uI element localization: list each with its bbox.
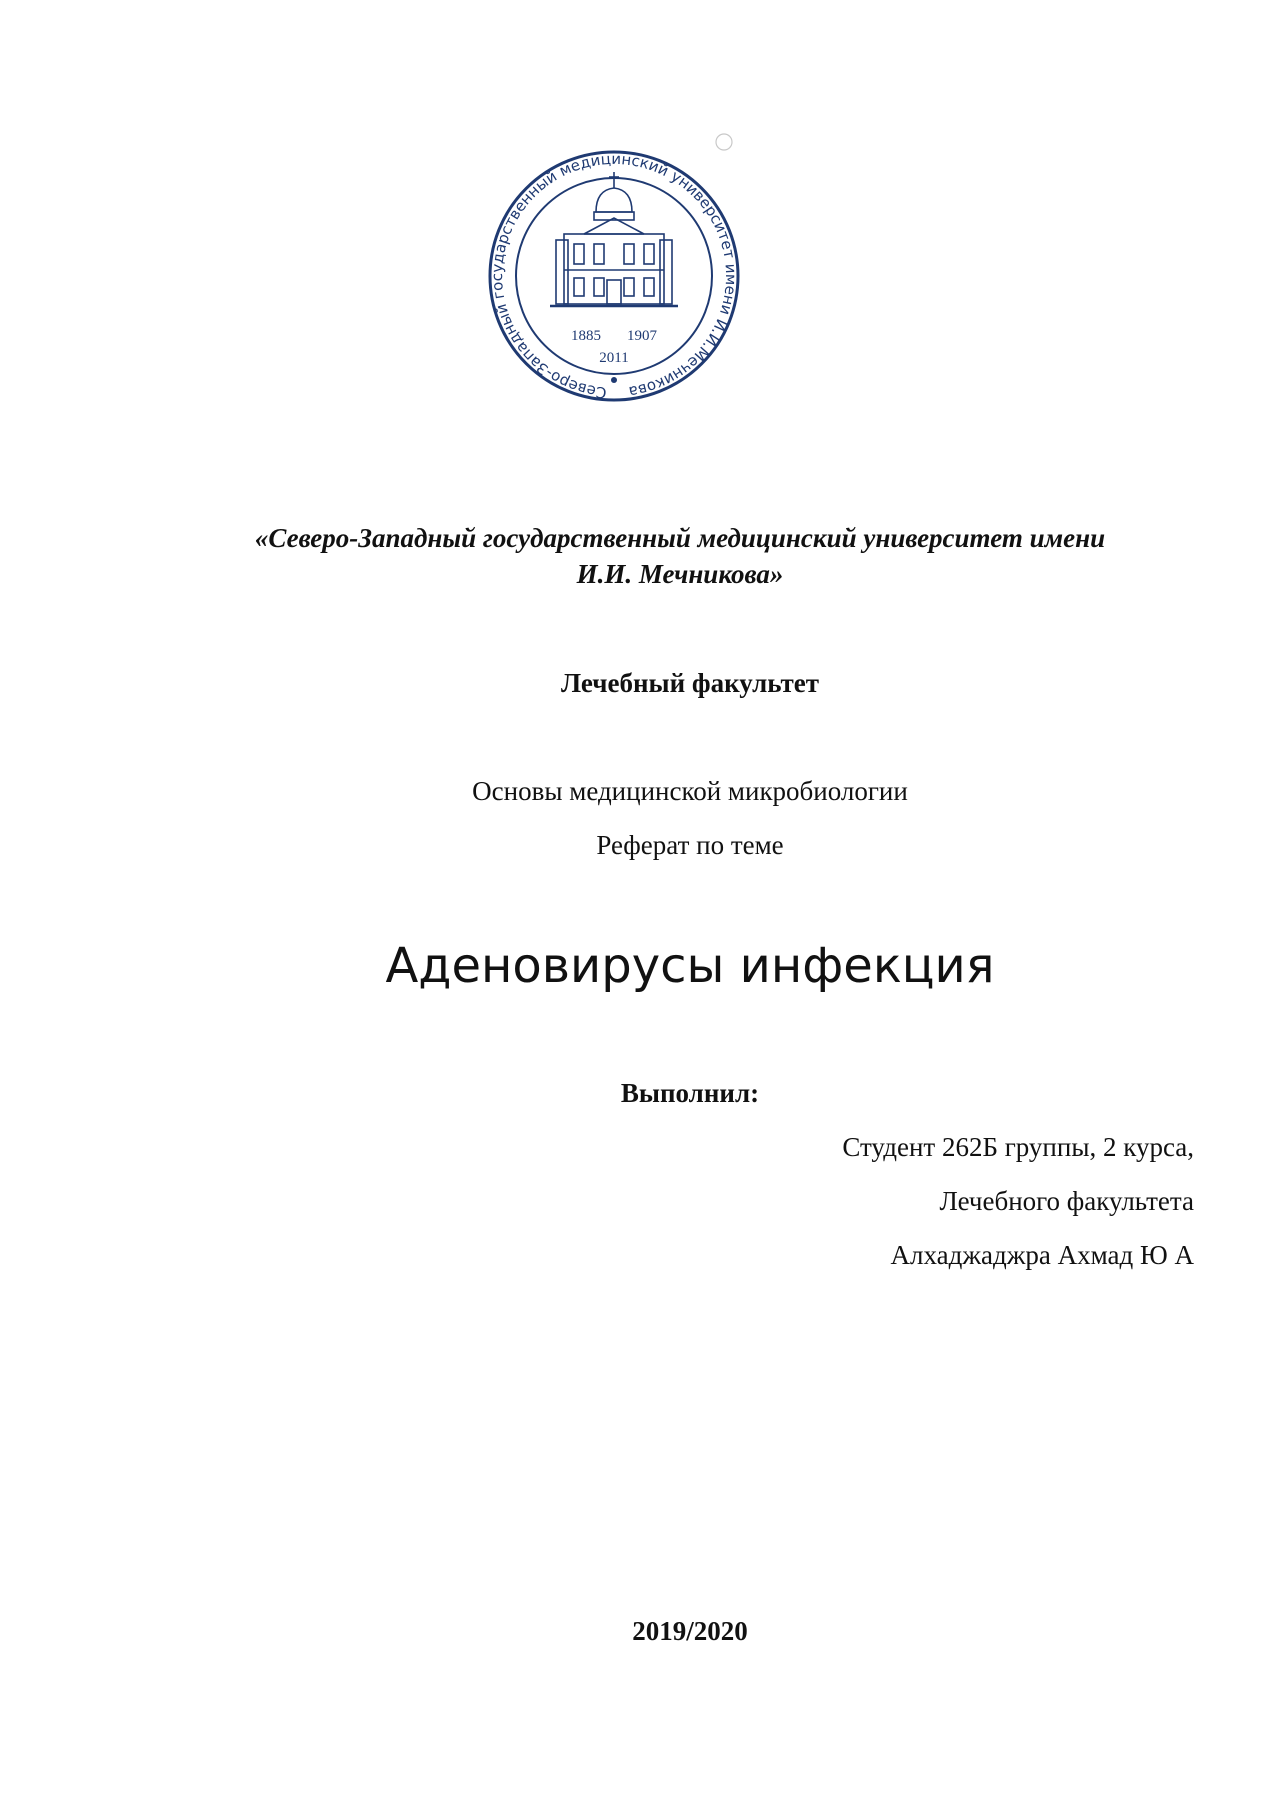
seal-ring-text: Северо-Западный государственный медицинский университет имени И.И.Мечникова [488,149,741,402]
registered-mark-icon [716,134,732,150]
seal-year-2011: 2011 [599,350,629,366]
report-label: Реферат по теме [596,830,784,860]
building-icon [550,172,678,306]
performed-by-label: Выполнил: [620,1078,760,1108]
academic-year: 2019/2020 [632,1616,748,1646]
seal-year-1885: 1885 [571,328,601,344]
course-name: Основы медицинской микробиологии [472,776,908,806]
university-name [200,520,1160,592]
author-group: Студент 262Б группы, 2 курса, [842,1132,1194,1162]
university-name-line1: «Северо-Западный государственный медицинский университет имени [254,523,1106,553]
seal-graphic [486,130,742,410]
faculty-name: Лечебный факультет [561,668,819,698]
seal-dot [611,377,617,383]
seal-inner-ring [516,178,712,374]
seal-year-1907: 1907 [627,328,657,344]
university-name-line2: И.И. Мечникова» [576,559,784,589]
author-name: Алхаджаджра Ахмад Ю А [890,1240,1194,1270]
author-faculty: Лечебного факультета [939,1186,1194,1216]
report-topic-title: Аденовирусы инфекция [385,938,995,994]
university-seal-logo [486,130,742,410]
